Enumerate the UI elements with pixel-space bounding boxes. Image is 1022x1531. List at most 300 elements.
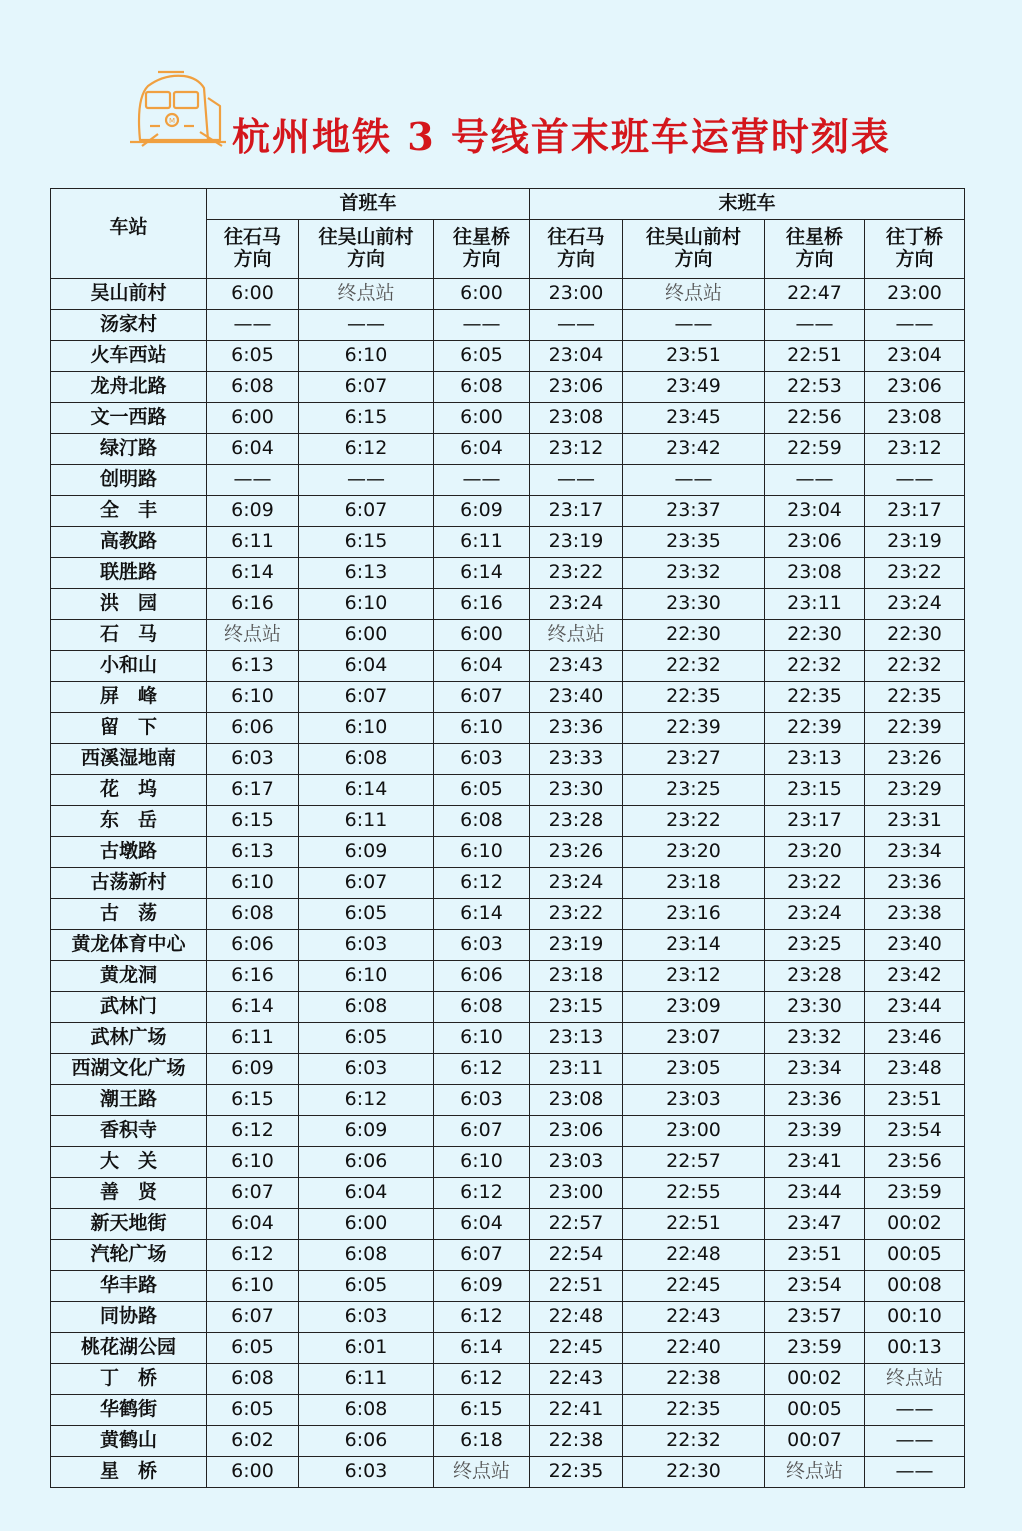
time-cell: 22:57 [530,1209,623,1240]
station-name: 高教路 [51,527,207,558]
time-cell: 23:32 [765,1023,865,1054]
time-cell: 6:09 [207,1054,299,1085]
table-row [51,1333,965,1364]
time-cell: 6:07 [434,1240,530,1271]
time-cell: 23:39 [765,1116,865,1147]
table-row [51,279,965,310]
time-cell: 23:24 [765,899,865,930]
time-cell: 6:07 [434,1116,530,1147]
time-cell: 23:33 [530,744,623,775]
time-cell: 23:05 [623,1054,765,1085]
time-cell: 6:06 [207,713,299,744]
table-row [51,403,965,434]
time-cell: 00:02 [765,1364,865,1395]
time-cell: 23:20 [765,837,865,868]
time-cell: 23:36 [765,1085,865,1116]
time-cell: 6:08 [434,806,530,837]
time-cell: 6:18 [434,1426,530,1457]
time-cell: 6:14 [299,775,434,806]
time-cell: —— [865,1457,965,1488]
time-cell: 22:39 [765,713,865,744]
time-cell: 23:30 [765,992,865,1023]
time-cell: 22:32 [623,651,765,682]
table-row [51,620,965,651]
time-cell: 23:36 [530,713,623,744]
time-cell: 6:07 [299,682,434,713]
table-row [51,992,965,1023]
time-cell: 6:04 [434,1209,530,1240]
time-cell: 22:55 [623,1178,765,1209]
time-cell: 6:12 [434,1364,530,1395]
time-cell: 6:02 [207,1426,299,1457]
station-name: 西湖文化广场 [51,1054,207,1085]
time-cell: 6:15 [299,403,434,434]
station-name: 汽轮广场 [51,1240,207,1271]
time-cell: 23:16 [623,899,765,930]
time-cell: 23:00 [623,1116,765,1147]
time-cell: 00:08 [865,1271,965,1302]
time-cell: 23:37 [623,496,765,527]
time-cell: 23:17 [865,496,965,527]
time-cell: 6:10 [434,1023,530,1054]
time-cell: 23:25 [765,930,865,961]
time-cell: 6:10 [207,1271,299,1302]
time-cell: 23:30 [623,589,765,620]
time-cell: 22:40 [623,1333,765,1364]
column-header: 往石马 方向 [530,220,623,279]
table-row [51,372,965,403]
time-cell: —— [434,310,530,341]
station-name: 桃花湖公园 [51,1333,207,1364]
time-cell: 6:05 [434,341,530,372]
time-cell: 00:13 [865,1333,965,1364]
table-row [51,1023,965,1054]
time-cell: 23:44 [865,992,965,1023]
time-cell: 22:47 [765,279,865,310]
time-cell: 6:01 [299,1333,434,1364]
column-header: 往丁桥 方向 [865,220,965,279]
station-name: 黄龙洞 [51,961,207,992]
time-cell: 23:18 [623,868,765,899]
time-cell: 23:54 [865,1116,965,1147]
time-cell: 6:00 [207,279,299,310]
time-cell: 6:07 [299,868,434,899]
time-cell: 6:07 [207,1302,299,1333]
table-row [51,1302,965,1333]
table-row [51,837,965,868]
time-cell: 6:09 [207,496,299,527]
time-cell: 22:43 [530,1364,623,1395]
time-cell: —— [207,465,299,496]
time-cell: 23:03 [623,1085,765,1116]
time-cell: 6:05 [299,899,434,930]
time-cell: 22:51 [765,341,865,372]
time-cell: 23:38 [865,899,965,930]
time-cell: 6:00 [434,620,530,651]
time-cell: 23:14 [623,930,765,961]
table-row [51,1426,965,1457]
time-cell: 23:08 [530,1085,623,1116]
time-cell: 23:45 [623,403,765,434]
time-cell: 23:49 [623,372,765,403]
time-cell: 23:11 [765,589,865,620]
time-cell: 6:04 [207,1209,299,1240]
page-title: 杭州地铁 3 号线首末班车运营时刻表 [232,114,891,159]
time-cell: 终点站 [434,1457,530,1488]
time-cell: 22:38 [530,1426,623,1457]
time-cell: 终点站 [530,620,623,651]
time-cell: 23:25 [623,775,765,806]
time-cell: 23:15 [765,775,865,806]
time-cell: 22:35 [765,682,865,713]
time-cell: 23:09 [623,992,765,1023]
time-cell: 23:19 [865,527,965,558]
time-cell: 6:05 [434,775,530,806]
table-row [51,589,965,620]
time-cell: 23:28 [765,961,865,992]
time-cell: 22:53 [765,372,865,403]
time-cell: 23:22 [530,899,623,930]
time-cell: 6:10 [299,341,434,372]
station-name: 华鹤街 [51,1395,207,1426]
station-name: 屏 峰 [51,682,207,713]
time-cell: 23:47 [765,1209,865,1240]
time-cell: 6:07 [207,1178,299,1209]
time-cell: 6:09 [299,837,434,868]
time-cell: 6:04 [434,651,530,682]
time-cell: 6:11 [207,527,299,558]
time-cell: —— [299,465,434,496]
time-cell: 6:10 [207,868,299,899]
table-row [51,341,965,372]
time-cell: 22:32 [765,651,865,682]
table-row [51,1240,965,1271]
time-cell: 终点站 [299,279,434,310]
time-cell: 22:39 [865,713,965,744]
time-cell: 23:18 [530,961,623,992]
column-header: 往吴山前村 方向 [299,220,434,279]
time-cell: 6:05 [299,1271,434,1302]
time-cell: 23:08 [530,403,623,434]
time-cell: 6:14 [434,1333,530,1364]
time-cell: —— [434,465,530,496]
time-cell: 6:08 [299,1240,434,1271]
station-name: 联胜路 [51,558,207,589]
time-cell: 23:08 [865,403,965,434]
time-cell: 23:13 [765,744,865,775]
station-name: 石 马 [51,620,207,651]
time-cell: 6:06 [299,1147,434,1178]
time-cell: 6:09 [299,1116,434,1147]
time-cell: 6:00 [299,620,434,651]
time-cell: 6:10 [434,1147,530,1178]
time-cell: 6:08 [434,992,530,1023]
station-name: 香积寺 [51,1116,207,1147]
table-row [51,1116,965,1147]
time-cell: 6:06 [207,930,299,961]
time-cell: 23:57 [765,1302,865,1333]
last-train-header: 末班车 [530,189,965,220]
time-cell: 6:12 [434,1302,530,1333]
time-cell: 00:05 [765,1395,865,1426]
station-name: 洪 园 [51,589,207,620]
first-train-header: 首班车 [207,189,530,220]
time-cell: 6:06 [299,1426,434,1457]
time-cell: 6:15 [434,1395,530,1426]
station-name: 善 贤 [51,1178,207,1209]
time-cell: 23:12 [530,434,623,465]
time-cell: 23:59 [765,1333,865,1364]
time-cell: 6:00 [207,1457,299,1488]
time-cell: 23:27 [623,744,765,775]
time-cell: 23:42 [623,434,765,465]
station-header: 车站 [51,189,207,279]
station-name: 古墩路 [51,837,207,868]
station-name: 黄鹤山 [51,1426,207,1457]
time-cell: 23:32 [623,558,765,589]
time-cell: 6:00 [434,403,530,434]
time-cell: 22:39 [623,713,765,744]
timetable [50,188,965,1488]
time-cell: 6:05 [207,341,299,372]
time-cell: 6:09 [434,1271,530,1302]
time-cell: —— [299,310,434,341]
time-cell: 6:11 [299,806,434,837]
station-name: 花 坞 [51,775,207,806]
time-cell: 23:24 [530,868,623,899]
time-cell: 23:12 [865,434,965,465]
time-cell: 23:11 [530,1054,623,1085]
time-cell: 6:16 [434,589,530,620]
time-cell: 22:32 [623,1426,765,1457]
time-cell: 23:40 [865,930,965,961]
table-row [51,651,965,682]
time-cell: 23:31 [865,806,965,837]
station-name: 文一西路 [51,403,207,434]
time-cell: 6:13 [299,558,434,589]
time-cell: —— [765,310,865,341]
time-cell: 6:11 [207,1023,299,1054]
time-cell: —— [530,465,623,496]
time-cell: 23:46 [865,1023,965,1054]
time-cell: 23:22 [530,558,623,589]
station-name: 古荡新村 [51,868,207,899]
table-row [51,1054,965,1085]
time-cell: 6:12 [434,868,530,899]
table-row [51,1147,965,1178]
time-cell: 22:30 [765,620,865,651]
time-cell: 23:24 [530,589,623,620]
time-cell: 23:26 [865,744,965,775]
time-cell: 22:56 [765,403,865,434]
time-cell: 6:10 [434,713,530,744]
time-cell: 23:51 [623,341,765,372]
time-cell: 6:12 [299,1085,434,1116]
time-cell: 00:05 [865,1240,965,1271]
time-cell: —— [865,1395,965,1426]
time-cell: 6:03 [434,1085,530,1116]
time-cell: 22:48 [530,1302,623,1333]
time-cell: 终点站 [865,1364,965,1395]
time-cell: 23:34 [765,1054,865,1085]
time-cell: 6:15 [207,1085,299,1116]
time-cell: 23:04 [865,341,965,372]
time-cell: 6:05 [207,1395,299,1426]
time-cell: 23:08 [765,558,865,589]
time-cell: 22:59 [765,434,865,465]
table-row [51,1271,965,1302]
time-cell: 22:51 [530,1271,623,1302]
time-cell: 6:12 [299,434,434,465]
station-name: 吴山前村 [51,279,207,310]
time-cell: 6:10 [207,682,299,713]
time-cell: 23:06 [530,372,623,403]
time-cell: 6:08 [434,372,530,403]
time-cell: 23:22 [765,868,865,899]
time-cell: 终点站 [623,279,765,310]
time-cell: 6:03 [434,930,530,961]
time-cell: 22:30 [623,1457,765,1488]
time-cell: 22:35 [865,682,965,713]
station-name: 丁 桥 [51,1364,207,1395]
time-cell: 6:10 [434,837,530,868]
time-cell: 23:56 [865,1147,965,1178]
station-name: 绿汀路 [51,434,207,465]
table-row [51,744,965,775]
time-cell: 22:54 [530,1240,623,1271]
time-cell: 23:44 [765,1178,865,1209]
time-cell: 6:12 [434,1054,530,1085]
time-cell: —— [765,465,865,496]
time-cell: 00:02 [865,1209,965,1240]
time-cell: —— [865,310,965,341]
time-cell: 22:43 [623,1302,765,1333]
time-cell: 6:00 [434,279,530,310]
time-cell: 23:06 [765,527,865,558]
column-header: 往星桥 方向 [434,220,530,279]
time-cell: 6:00 [207,403,299,434]
time-cell: 23:19 [530,527,623,558]
column-header: 往吴山前村 方向 [623,220,765,279]
table-row [51,465,965,496]
time-cell: —— [623,465,765,496]
time-cell: 22:51 [623,1209,765,1240]
time-cell: 22:45 [530,1333,623,1364]
time-cell: 23:22 [623,806,765,837]
time-cell: 6:11 [299,1364,434,1395]
table-row [51,930,965,961]
time-cell: 6:05 [299,1023,434,1054]
time-cell: 23:41 [765,1147,865,1178]
time-cell: 6:08 [299,1395,434,1426]
time-cell: 23:43 [530,651,623,682]
time-cell: 6:12 [207,1116,299,1147]
table-row [51,868,965,899]
time-cell: 6:04 [434,434,530,465]
time-cell: 23:13 [530,1023,623,1054]
time-cell: 6:07 [299,496,434,527]
time-cell: 23:06 [865,372,965,403]
table-row [51,713,965,744]
time-cell: 6:07 [299,372,434,403]
time-cell: 23:30 [530,775,623,806]
time-cell: 23:04 [530,341,623,372]
time-cell: 23:51 [765,1240,865,1271]
time-cell: 22:35 [530,1457,623,1488]
time-cell: 6:03 [207,744,299,775]
table-row [51,434,965,465]
station-name: 汤家村 [51,310,207,341]
station-name: 创明路 [51,465,207,496]
column-header: 往星桥 方向 [765,220,865,279]
time-cell: 22:35 [623,682,765,713]
table-row [51,1085,965,1116]
time-cell: 23:28 [530,806,623,837]
table-row [51,1209,965,1240]
time-cell: 6:09 [434,496,530,527]
time-cell: 6:08 [299,744,434,775]
station-name: 星 桥 [51,1457,207,1488]
time-cell: 23:17 [765,806,865,837]
time-cell: 终点站 [207,620,299,651]
time-cell: 23:22 [865,558,965,589]
time-cell: 6:04 [299,1178,434,1209]
table-row [51,682,965,713]
time-cell: 6:08 [207,899,299,930]
table-row [51,899,965,930]
station-name: 火车西站 [51,341,207,372]
station-name: 武林广场 [51,1023,207,1054]
time-cell: 23:12 [623,961,765,992]
time-cell: 23:51 [865,1085,965,1116]
time-cell: 6:08 [299,992,434,1023]
station-name: 龙舟北路 [51,372,207,403]
time-cell: 23:42 [865,961,965,992]
time-cell: 6:15 [207,806,299,837]
page-header [0,0,1022,185]
column-header: 往石马 方向 [207,220,299,279]
time-cell: 23:59 [865,1178,965,1209]
time-cell: 23:35 [623,527,765,558]
station-name: 华丰路 [51,1271,207,1302]
time-cell: 6:05 [207,1333,299,1364]
table-row [51,1457,965,1488]
time-cell: 23:00 [530,1178,623,1209]
time-cell: 6:14 [434,899,530,930]
time-cell: 23:03 [530,1147,623,1178]
time-cell: 6:03 [434,744,530,775]
time-cell: 6:12 [207,1240,299,1271]
station-name: 同协路 [51,1302,207,1333]
time-cell: 23:54 [765,1271,865,1302]
time-cell: 6:08 [207,372,299,403]
time-cell: 23:40 [530,682,623,713]
time-cell: —— [207,310,299,341]
time-cell: 6:03 [299,1054,434,1085]
station-name: 大 关 [51,1147,207,1178]
station-name: 全 丰 [51,496,207,527]
time-cell: 23:07 [623,1023,765,1054]
time-cell: —— [865,1426,965,1457]
subway-train-icon [128,68,228,148]
table-row [51,1364,965,1395]
station-name: 小和山 [51,651,207,682]
time-cell: 6:03 [299,930,434,961]
time-cell: 6:12 [434,1178,530,1209]
time-cell: 23:15 [530,992,623,1023]
time-cell: 6:06 [434,961,530,992]
time-cell: 23:17 [530,496,623,527]
